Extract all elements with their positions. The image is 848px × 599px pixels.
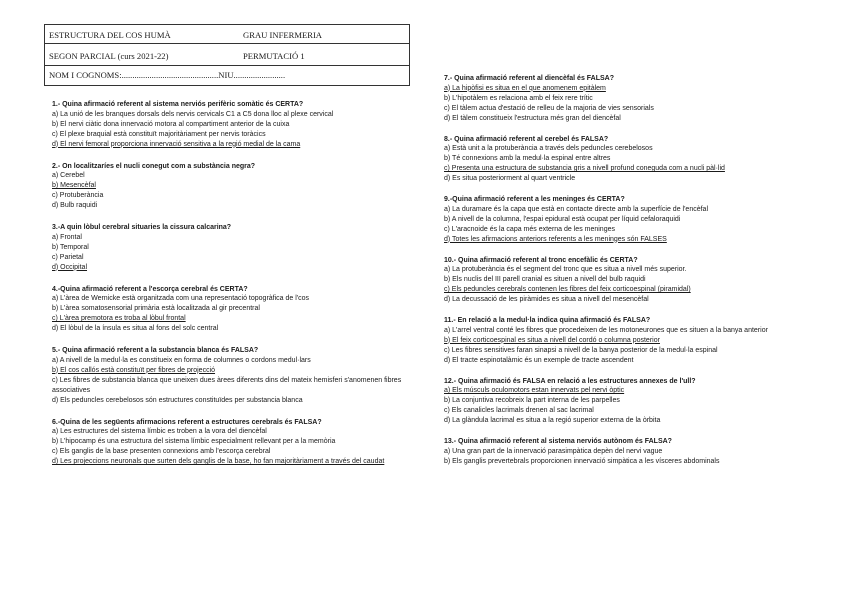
question-title: 10.- Quina afirmació referent al tronc encefàlic és CERTA? xyxy=(444,256,638,264)
question-block xyxy=(52,100,424,150)
answer-option: b) Els nuclis del III parell cranial es situen a nivell del bulb raquidi xyxy=(444,276,646,283)
answer-option: c) Les fibres sensitives faran sinapsi a nivell de la banya posterior de la medul·la espinal xyxy=(444,346,718,354)
question-block xyxy=(52,162,424,212)
question-block xyxy=(52,346,424,406)
question-title: 1.- Quina afirmació referent al sistema nerviós perifèric somàtic és CERTA? xyxy=(52,101,304,108)
question-block xyxy=(52,418,424,468)
answer-option: a) Està unit a la protuberància a través dels peduncles cerebelosos xyxy=(444,145,653,152)
header-divider xyxy=(45,65,409,66)
answer-option: a) La unió de les branques dorsals dels nervis cervicals C1 a C5 dona lloc al plexe cervical xyxy=(52,110,334,118)
answer-option: d) El lòbul de la ínsula es situa al fons del solc central xyxy=(52,325,219,332)
question-block xyxy=(444,256,816,306)
question-title: 9.-Quina afirmació referent a les meninges és CERTA? xyxy=(444,196,625,203)
permutation-label: PERMUTACIÓ 1 xyxy=(243,51,305,61)
answer-option: d) El nervi femoral proporciona innervació sensitiva a la regió medial de la cama xyxy=(52,140,301,148)
question-block xyxy=(52,285,424,335)
answer-option: d) Bulb raquidi xyxy=(52,202,98,209)
answer-option: a) A nivell de la medul·la es constitueix en forma de columnes o cordons medul·lars xyxy=(52,356,311,364)
answer-option: b) Mesencèfal xyxy=(52,182,96,189)
answer-option: c) Les fibres de substancia blanca que uneixen dues àrees diferents dins del mateix hemisferi s'anomenen fibres associatives xyxy=(52,376,402,394)
answer-option: a) Els músculs oculomotors estan innervats pel nervi òptic xyxy=(444,387,625,394)
answer-option: c) L'àrea premotora es troba al lòbul frontal xyxy=(52,315,186,322)
answer-option: d) Occipital xyxy=(52,263,88,271)
answer-option: a) Les estructures del sistema límbic es troben a la vora del diencèfal xyxy=(52,428,267,435)
header-row-name xyxy=(49,70,405,82)
answer-option: c) Els peduncles cerebrals contenen les fibres del feix corticoespinal (piramidal) xyxy=(444,286,691,293)
question-block xyxy=(444,316,816,366)
question-title: 8.- Quina afirmació referent al cerebel és FALSA? xyxy=(444,135,609,143)
answer-option: d) Totes les afirmacions anteriors referents a les meninges són FALSES xyxy=(444,235,667,243)
question-title: 4.-Quina afirmació referent a l'escorça cerebral és CERTA? xyxy=(52,285,248,293)
answer-option: d) Es situa posteriorment al quart ventricle xyxy=(444,175,576,182)
answer-option: d) La decussació de les piràmides es situa a nivell del mesencèfal xyxy=(444,296,649,303)
exam-title: SEGON PARCIAL (curs 2021-22) xyxy=(49,51,169,61)
answer-option: a) Cerebel xyxy=(52,172,85,179)
question-block xyxy=(444,377,816,427)
question-block xyxy=(444,437,816,467)
left-column xyxy=(52,100,424,479)
header-row-subject xyxy=(49,30,405,42)
answer-option: c) Els canalicles lacrimals drenen al sac lacrimal xyxy=(444,407,594,414)
answer-option: c) El tàlem actua d'estació de relleu de la majoria de vies sensorials xyxy=(444,104,654,112)
answer-option: a) L'arrel ventral conté les fibres que procedeixen de les motoneurones que es situen a la banya anterior xyxy=(444,326,768,334)
answer-option: c) Presenta una estructura de substancia gris a nivell profund coneguda com a nucli pàl·lid xyxy=(444,165,725,172)
question-title: 2.- On localitzaríes el nucli conegut com a substància negra? xyxy=(52,162,256,170)
answer-option: d) El tàlem constitueix l'estructura més gran del diencèfal xyxy=(444,114,621,122)
answer-option: b) L'àrea somatosensorial primària està localitzada al gir precentral xyxy=(52,305,260,312)
answer-option: b) Té connexions amb la medul·la espinal entre altres xyxy=(444,155,611,162)
header-row-exam xyxy=(49,51,405,63)
answer-option: b) El nervi ciàtic dona innervació motora al compartiment anterior de la cuixa xyxy=(52,120,290,128)
question-title: 11.- En relació a la medul·la indica quina afirmació és FALSA? xyxy=(444,317,651,324)
question-title: 5.- Quina afirmació referent a la substancia blanca és FALSA? xyxy=(52,347,259,354)
question-title: 13.- Quina afirmació referent al sistema nerviós autònom és FALSA? xyxy=(444,438,672,445)
answer-option: a) La hipòfisi es situa en el que anomenem epitàlem xyxy=(444,84,606,92)
answer-option: c) Els ganglis de la base presenten connexions amb l'escorça cerebral xyxy=(52,448,271,455)
question-block xyxy=(444,195,816,245)
answer-option: d) Els peduncles cerebelosos són estructures constituïdes per substancia blanca xyxy=(52,396,303,404)
answer-option: b) El cos callós està constituït per fibres de projecció xyxy=(52,366,216,374)
question-title: 7.- Quina afirmació referent al diencèfal és FALSA? xyxy=(444,75,614,82)
answer-option: a) Una gran part de la innervació parasimpàtica depèn del nervi vague xyxy=(444,447,663,455)
subject-title: ESTRUCTURA DEL COS HUMÀ xyxy=(49,30,171,40)
answer-option: b) L'hipotàlem es relaciona amb el feix rere trític xyxy=(444,94,593,102)
name-field: NOM I COGNOMS:.............................................NIU........................ xyxy=(49,70,286,80)
question-title: 6.-Quina de les següents afirmacions referent a estructures cerebrals és FALSA? xyxy=(52,418,322,426)
answer-option: b) Els ganglis prevertebrals proporcionen innervació simpàtica a les vísceres abdominals xyxy=(444,457,720,465)
answer-option: b) La conjuntiva recobreix la part interna de les parpelles xyxy=(444,397,620,404)
answer-option: b) A nivell de la columna, l'espai epidural està ocupat per líquid cefaloraquidi xyxy=(444,215,681,223)
answer-option: b) Temporal xyxy=(52,243,89,251)
answer-option: c) L'aracnoide és la capa més externa de les meninges xyxy=(444,225,615,233)
header-divider xyxy=(45,43,409,44)
exam-header xyxy=(44,24,410,86)
answer-option: a) L'àrea de Wernicke està organitzada com una representació topogràfica de l'cos xyxy=(52,295,310,302)
answer-option: c) Parietal xyxy=(52,253,84,261)
answer-option: a) Frontal xyxy=(52,233,82,241)
answer-option: c) El plexe braquial està constituït majoritàriament per nervis toràcics xyxy=(52,130,266,138)
question-block xyxy=(444,74,816,124)
answer-option: a) La protuberància és el segment del tronc que es situa a nivell més superior. xyxy=(444,266,687,273)
question-block xyxy=(52,223,424,273)
question-title: 3.-A quin lòbul cerebral situaries la cissura calcarina? xyxy=(52,224,232,231)
degree-title: GRAU INFERMERIA xyxy=(243,30,323,40)
answer-option: d) El tracte espinotalàmic és un exemple de tracte ascendent xyxy=(444,356,634,364)
answer-option: b) El feix corticoespinal es situa a nivell del cordó o columna posterior xyxy=(444,336,660,344)
right-column xyxy=(444,74,816,478)
answer-option: b) L'hipocamp és una estructura del sistema límbic especialment rellevant per a la memòria xyxy=(52,438,336,445)
answer-option: d) La glàndula lacrimal es situa a la regió superior externa de la òrbita xyxy=(444,417,661,424)
answer-option: a) La duramare és la capa que està en contacte directe amb la superfície de l'encèfal xyxy=(444,205,708,213)
answer-option: d) Les projeccions neuronals que surten dels ganglis de la base, ho fan majoritàriament a través del caudat xyxy=(52,458,385,465)
question-block xyxy=(444,135,816,185)
question-title: 12.- Quina afirmació és FALSA en relació a les estructures annexes de l'ull? xyxy=(444,377,696,385)
answer-option: c) Protuberància xyxy=(52,192,104,199)
